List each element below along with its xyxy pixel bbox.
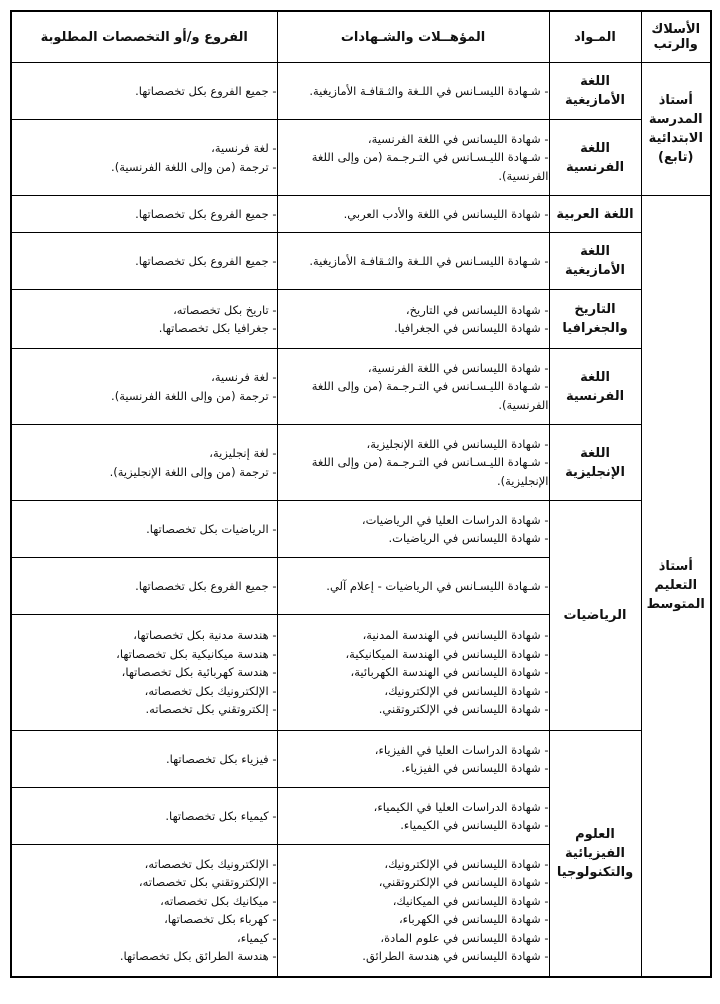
specialty-item: - جغرافيا بكل تخصصاتها. bbox=[158, 321, 277, 335]
specialty-item: - لغة إنجليزية، bbox=[209, 446, 277, 460]
specialty-item: - هندسة ميكانيكية بكل تخصصاتها، bbox=[116, 646, 277, 661]
subject-cell: اللغة الفرنسية bbox=[549, 349, 641, 425]
table-row bbox=[11, 425, 711, 501]
qualification-item: - شهادة الليسانس في التاريخ، bbox=[405, 302, 549, 317]
qualification-item: - شهادة الليسانس في هندسة الطرائق. bbox=[362, 949, 549, 964]
qualification-item: - شـهادة الليسـانس في اللـغة والثـقافـة الأمازيغية. bbox=[309, 83, 549, 98]
specialty-item: - فيزياء بكل تخصصاتها. bbox=[165, 751, 277, 766]
qualification-item: - شهادة الليسانس في اللغة الإنجليزية، bbox=[366, 436, 549, 451]
specialty-item: - هندسة كهربائية بكل تخصصاتها، bbox=[121, 665, 277, 680]
specialty-item: - إلكتروتقني بكل تخصصاته. bbox=[145, 702, 277, 717]
specialty-item: - ترجمة (من وإلى اللغة الفرنسية). bbox=[111, 159, 277, 174]
specialty-item: - الإلكترونيك بكل تخصصاته، bbox=[144, 683, 277, 698]
qualification-item: - شـهادة الليـسـانس في التـرجـمة (من وإلى اللغة الفرنسية). bbox=[311, 150, 549, 183]
specialties-cell bbox=[11, 731, 277, 788]
specialty-item: - كهرباء بكل تخصصاتها، bbox=[164, 912, 277, 927]
specialty-item: - الإلكترونيك بكل تخصصاته، bbox=[144, 856, 277, 871]
subject-cell: التاريخ والجغرافيا bbox=[549, 290, 641, 349]
table-row bbox=[11, 349, 711, 425]
specialty-item: - هندسة مدنية بكل تخصصاتها، bbox=[133, 628, 277, 643]
specialties-cell bbox=[11, 558, 277, 615]
specialties-cell bbox=[11, 290, 277, 349]
specialty-item: - جميع الفروع بكل تخصصاتها. bbox=[135, 83, 277, 98]
specialty-item: - هندسة الطرائق بكل تخصصاتها. bbox=[119, 949, 277, 964]
specialty-item: - تاريخ بكل تخصصاته، bbox=[173, 302, 277, 317]
specialty-item: - الرياضيات بكل تخصصاتها. bbox=[146, 521, 277, 536]
qualifications-cell bbox=[277, 558, 549, 615]
corps-middle: أستاذ التعليم المتوسط bbox=[641, 196, 711, 977]
table-row bbox=[11, 63, 711, 120]
qualifications-cell bbox=[277, 501, 549, 558]
qualifications-cell bbox=[277, 63, 549, 120]
qualification-item: - شهادة الليسانس في الكيمياء. bbox=[400, 818, 549, 832]
specialty-item: - جميع الفروع بكل تخصصاتها. bbox=[135, 578, 277, 593]
qualification-item: - شهادة الليسانس في الإلكترونيك، bbox=[384, 856, 549, 871]
corps-primary: أستاذ المدرسة الابتدائية (تابع) bbox=[641, 63, 711, 196]
qualification-item: - شهادة الليسانس في الكهرباء، bbox=[398, 912, 549, 927]
table-row bbox=[11, 196, 711, 233]
qualifications-cell bbox=[277, 425, 549, 501]
header-corps: الأسلاك والرتب bbox=[641, 11, 711, 63]
specialty-item: - كيمياء بكل تخصصاتها. bbox=[165, 808, 277, 823]
qualifications-cell bbox=[277, 845, 549, 977]
specialties-cell bbox=[11, 425, 277, 501]
subject-cell: الرياضيات bbox=[549, 501, 641, 731]
qualification-item: - شهادة الليسانس في الهندسة الميكانيكية، bbox=[345, 646, 549, 661]
specialties-cell bbox=[11, 615, 277, 731]
header-row bbox=[11, 11, 711, 63]
qualification-item: - شهادة الليسانس في الإلكترونيك، bbox=[384, 683, 549, 698]
table-row bbox=[11, 233, 711, 290]
qualification-item: - شهادة الليسانس في الإلكتروتقني، bbox=[378, 875, 549, 890]
qualification-item: - شهادة الليسانس في اللغة الفرنسية، bbox=[367, 360, 549, 375]
qualifications-table bbox=[10, 10, 712, 978]
specialty-item: - ترجمة (من وإلى اللغة الفرنسية). bbox=[111, 388, 277, 403]
subject-cell: اللغة الأمازيغية bbox=[549, 63, 641, 120]
specialty-item: - جميع الفروع بكل تخصصاتها. bbox=[135, 253, 277, 268]
specialties-cell bbox=[11, 233, 277, 290]
table-row bbox=[11, 120, 711, 196]
specialties-cell bbox=[11, 63, 277, 120]
qualification-item: - شهادة الليسانس في اللغة الفرنسية، bbox=[367, 131, 549, 146]
subject-cell: اللغة الأمازيغية bbox=[549, 233, 641, 290]
qualification-item: - شهادة الليسانس في علوم المادة، bbox=[380, 930, 549, 945]
qualification-item: - شهادة الليسانس في الجغرافيا. bbox=[394, 321, 549, 335]
table-row bbox=[11, 501, 711, 558]
qualifications-cell bbox=[277, 233, 549, 290]
qualification-item: - شـهادة الليـسـانس في التـرجـمة (من وإلى اللغة الإنجليزية). bbox=[311, 455, 549, 488]
subject-cell: اللغة الإنجليزية bbox=[549, 425, 641, 501]
qualification-item: - شهادة الليسانس في الرياضيات. bbox=[388, 531, 549, 545]
qualifications-cell bbox=[277, 120, 549, 196]
subject-cell: اللغة الفرنسية bbox=[549, 120, 641, 196]
specialty-item: - الإلكتروتقني بكل تخصصاته، bbox=[138, 875, 277, 890]
specialties-cell bbox=[11, 196, 277, 233]
qualification-item: - شـهادة الليسـانس في اللـغة والثـقافـة الأمازيغية. bbox=[309, 253, 549, 268]
header-qualifications: المؤهــلات والشـهادات bbox=[277, 11, 549, 63]
qualifications-cell bbox=[277, 196, 549, 233]
qualifications-cell bbox=[277, 788, 549, 845]
table-row bbox=[11, 290, 711, 349]
specialty-item: - ميكانيك بكل تخصصاته، bbox=[160, 893, 277, 908]
qualification-item: - شـهادة الليسـانس في الرياضيات - إعلام آلي. bbox=[326, 578, 549, 593]
qualification-item: - شهادة الدراسات العليا في الرياضيات، bbox=[361, 512, 549, 527]
specialty-item: - لغة فرنسية، bbox=[211, 141, 277, 155]
qualification-item: - شهادة الليسانس في الهندسة الكهربائية، bbox=[350, 665, 549, 680]
qualification-item: - شهادة الدراسات العليا في الفيزياء، bbox=[374, 742, 549, 757]
specialties-cell bbox=[11, 788, 277, 845]
specialty-item: - جميع الفروع بكل تخصصاتها. bbox=[135, 206, 277, 221]
qualifications-cell bbox=[277, 290, 549, 349]
header-subject: المـواد bbox=[549, 11, 641, 63]
header-specialties: الفروع و/أو التخصصات المطلوبة bbox=[11, 11, 277, 63]
qualifications-cell bbox=[277, 349, 549, 425]
qualification-item: - شهادة الدراسات العليا في الكيمياء، bbox=[373, 799, 549, 814]
specialty-item: - ترجمة (من وإلى اللغة الإنجليزية). bbox=[109, 464, 277, 479]
specialties-cell bbox=[11, 845, 277, 977]
subject-cell: اللغة العربية bbox=[549, 196, 641, 233]
qualification-item: - شهادة الليسانس في الميكانيك، bbox=[392, 893, 549, 908]
qualification-item: - شـهادة الليـسـانس في التـرجـمة (من وإلى اللغة الفرنسية). bbox=[311, 379, 549, 412]
specialties-cell bbox=[11, 501, 277, 558]
specialties-cell bbox=[11, 349, 277, 425]
qualification-item: - شهادة الليسانس في الهندسة المدنية، bbox=[362, 628, 549, 643]
qualification-item: - شهادة الليسانس في اللغة والأدب العربي. bbox=[343, 206, 549, 221]
subject-cell: العلوم الفيزيائية والتكنولوجيا bbox=[549, 731, 641, 977]
qualification-item: - شهادة الليسانس في الإلكتروتقني. bbox=[378, 702, 549, 717]
specialty-item: - كيمياء، bbox=[237, 930, 277, 945]
qualifications-cell bbox=[277, 615, 549, 731]
specialties-cell bbox=[11, 120, 277, 196]
table-row bbox=[11, 731, 711, 788]
qualifications-cell bbox=[277, 731, 549, 788]
qualification-item: - شهادة الليسانس في الفيزياء. bbox=[401, 761, 549, 775]
specialty-item: - لغة فرنسية، bbox=[211, 370, 277, 384]
